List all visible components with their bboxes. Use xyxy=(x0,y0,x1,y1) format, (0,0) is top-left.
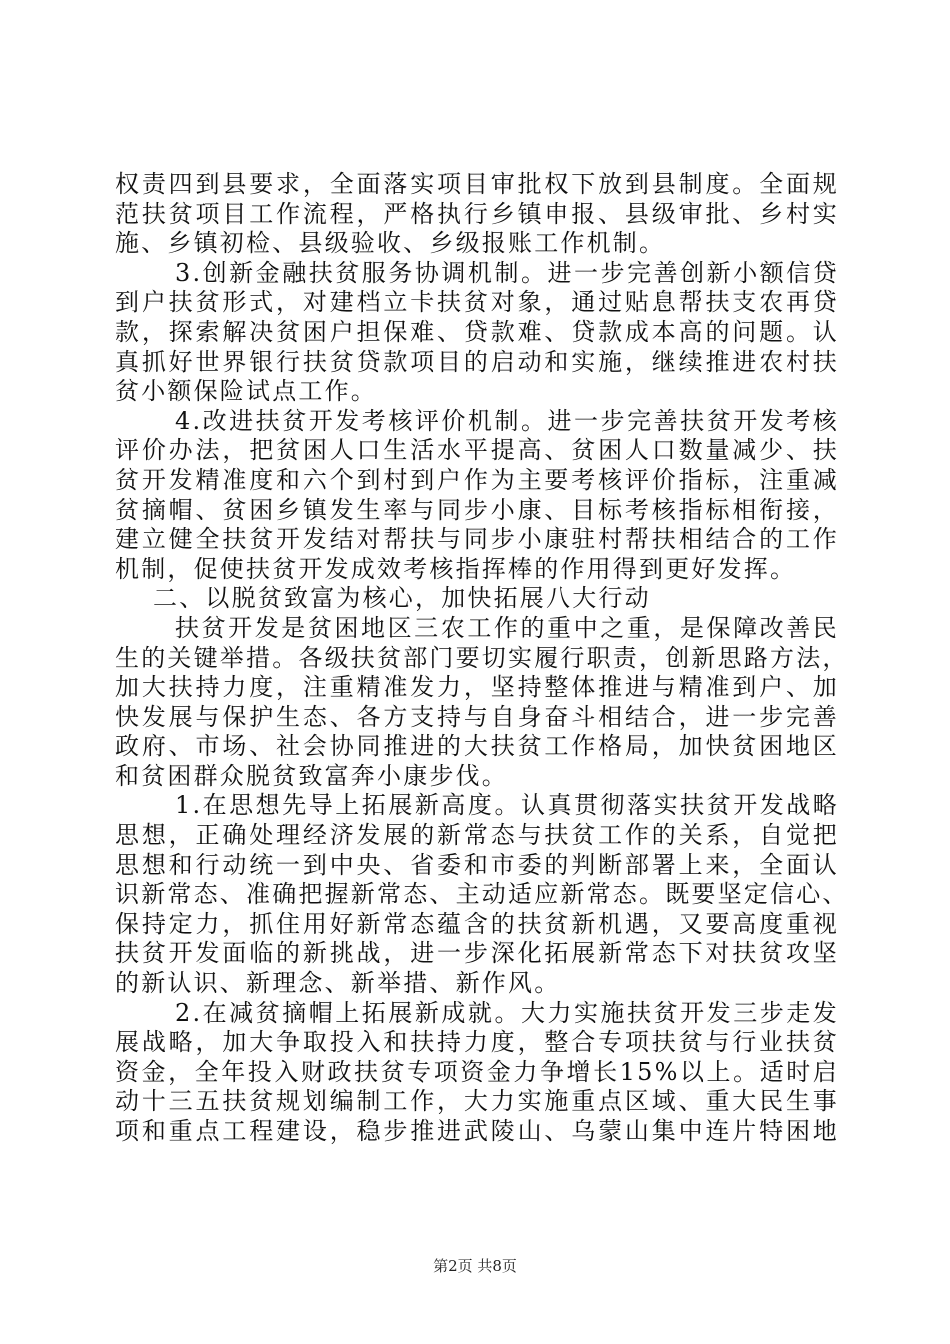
text-line: 建立健全扶贫开发结对帮扶与同步小康驻村帮扶相结合的工作 xyxy=(115,525,839,554)
text-line: 加大扶持力度，注重精准发力，坚持整体推进与精准到户、加 xyxy=(115,673,839,702)
text-line: 思想和行动统一到中央、省委和市委的判断部署上来，全面认 xyxy=(115,850,839,879)
text-line: 资金，全年投入财政扶贫专项资金力争增长15%以上。适时启 xyxy=(115,1057,839,1086)
text-line: 4.改进扶贫开发考核评价机制。进一步完善扶贫开发考核 xyxy=(175,406,839,435)
text-line: 评价办法，把贫困人口生活水平提高、贫困人口数量减少、扶 xyxy=(115,436,839,465)
text-line: 贫摘帽、贫困乡镇发生率与同步小康、目标考核指标相衔接， xyxy=(115,495,839,524)
text-line: 生的关键举措。各级扶贫部门要切实履行职责，创新思路方法， xyxy=(115,643,849,672)
text-line: 思想，正确处理经济发展的新常态与扶贫工作的关系，自觉把 xyxy=(115,821,839,850)
text-line: 2.在减贫摘帽上拓展新成就。大力实施扶贫开发三步走发 xyxy=(175,998,839,1027)
text-line: 扶贫开发面临的新挑战，进一步深化拓展新常态下对扶贫攻坚 xyxy=(115,939,839,968)
text-line: 扶贫开发是贫困地区三农工作的重中之重，是保障改善民 xyxy=(175,613,839,642)
text-line: 项和重点工程建设，稳步推进武陵山、乌蒙山集中连片特困地 xyxy=(115,1117,839,1145)
section-heading: 二、以脱贫致富为核心，加快拓展八大行动 xyxy=(153,584,651,613)
text-line: 3.创新金融扶贫服务协调机制。进一步完善创新小额信贷 xyxy=(175,258,839,287)
page-number-footer: 第2页 共8页 xyxy=(433,1257,517,1275)
text-line: 贫小额保险试点工作。 xyxy=(115,377,377,406)
text-line: 范扶贫项目工作流程，严格执行乡镇申报、县级审批、乡村实 xyxy=(115,199,839,228)
text-line: 贫开发精准度和六个到村到户作为主要考核评价指标，注重减 xyxy=(115,465,839,494)
text-line: 施、乡镇初检、县级验收、乡级报账工作机制。 xyxy=(115,229,666,258)
text-line: 款，探索解决贫困户担保难、贷款难、贷款成本高的问题。认 xyxy=(115,317,839,346)
text-line: 1.在思想先导上拓展新高度。认真贯彻落实扶贫开发战略 xyxy=(175,791,839,820)
text-line: 展战略，加大争取投入和扶持力度，整合专项扶贫与行业扶贫 xyxy=(115,1028,839,1057)
text-line: 识新常态、准确把握新常态、主动适应新常态。既要坚定信心、 xyxy=(115,880,849,909)
text-line: 机制，促使扶贫开发成效考核指挥棒的作用得到更好发挥。 xyxy=(115,554,797,583)
text-line: 权责四到县要求，全面落实项目审批权下放到县制度。全面规 xyxy=(115,170,839,198)
text-line: 快发展与保护生态、各方支持与自身奋斗相结合，进一步完善 xyxy=(115,702,839,731)
text-line: 保持定力，抓住用好新常态蕴含的扶贫新机遇，又要高度重视 xyxy=(115,909,839,938)
text-line: 真抓好世界银行扶贫贷款项目的启动和实施，继续推进农村扶 xyxy=(115,347,839,376)
text-line: 到户扶贫形式，对建档立卡扶贫对象，通过贴息帮扶支农再贷 xyxy=(115,288,839,317)
text-line: 的新认识、新理念、新举措、新作风。 xyxy=(115,969,561,998)
document-body xyxy=(115,170,849,1147)
text-line: 政府、市场、社会协同推进的大扶贫工作格局，加快贫困地区 xyxy=(115,732,839,761)
text-line: 动十三五扶贫规划编制工作，大力实施重点区域、重大民生事 xyxy=(115,1087,839,1116)
text-line: 和贫困群众脱贫致富奔小康步伐。 xyxy=(115,761,508,790)
